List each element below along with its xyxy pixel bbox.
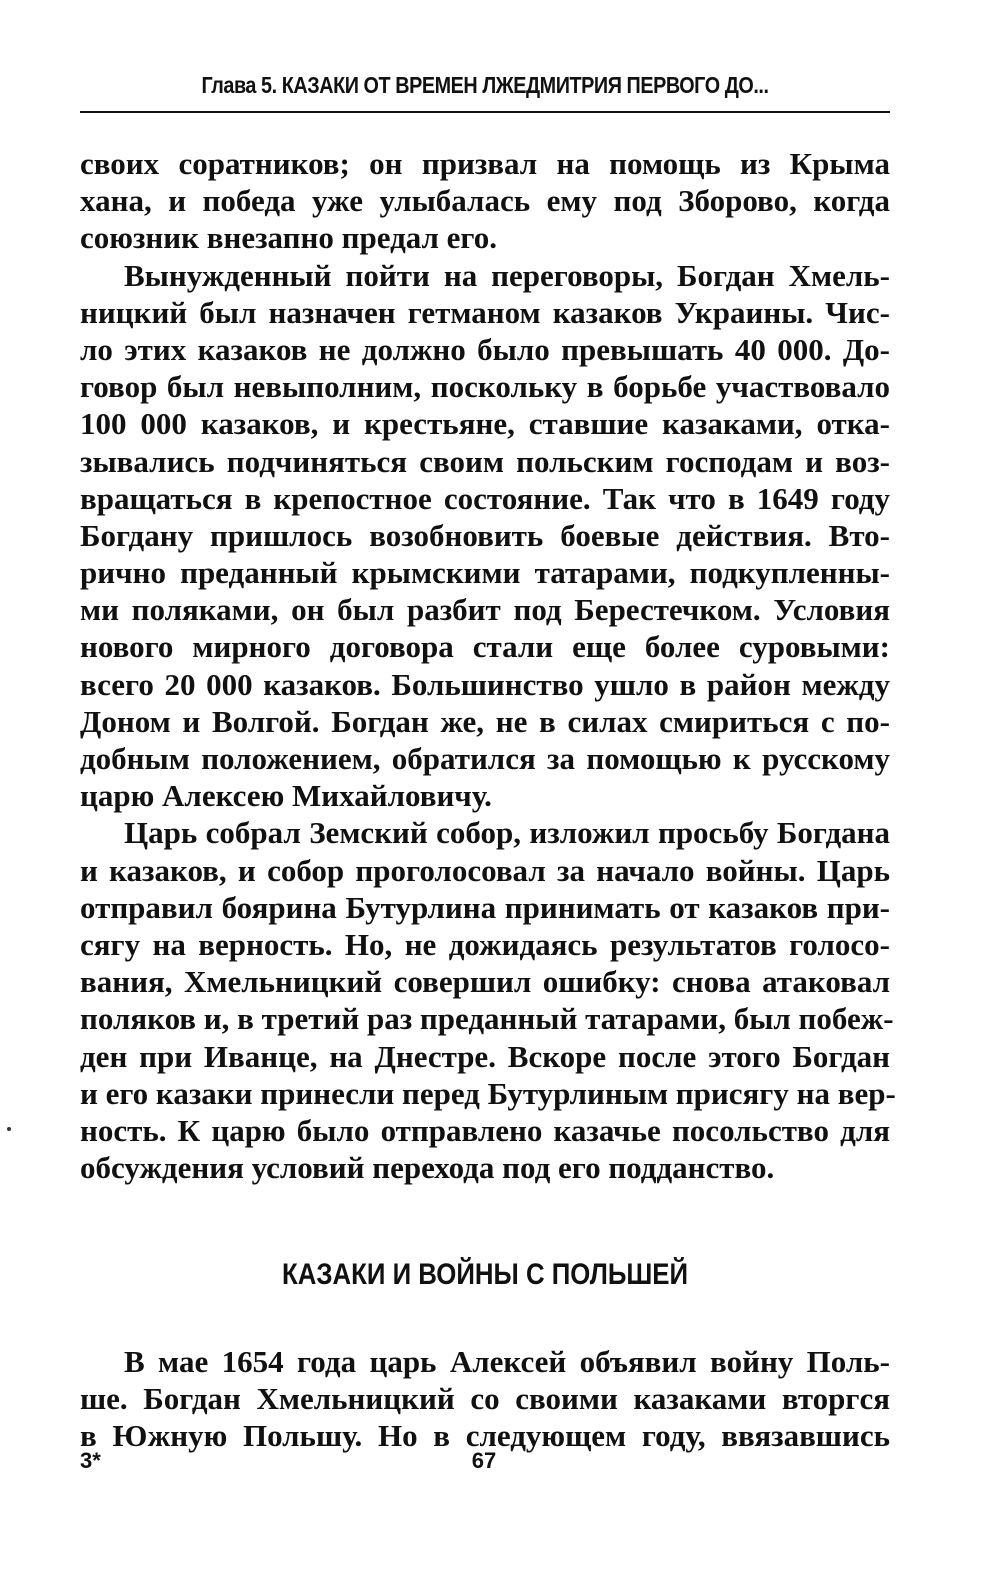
text-line: вращаться в крепостное состояние. Так что в 1649 году [80, 480, 890, 516]
text-line: царю Алексею Михайловичу. [80, 778, 492, 814]
header-divider [80, 111, 890, 113]
text-line: поляков и, в третий раз преданный татарами, был побеж- [80, 1001, 894, 1037]
text-line: вания, Хмельницкий совершил ошибку: снова атаковал [80, 964, 890, 1000]
text-line: обсуждения условий перехода под его подданство. [80, 1150, 775, 1186]
text-line: сягу на верность. Но, не дожидаясь результатов голосо- [80, 926, 890, 962]
paragraph-3 [80, 814, 896, 1186]
paragraph-2 [80, 257, 890, 815]
text-line: Царь собрал Земский собор, изложил просьбу Богдана [124, 815, 890, 851]
text-line: ло этих казаков не должно было превышать 40 000. До- [80, 331, 890, 367]
main-text [80, 145, 896, 1186]
text-line: говор был невыполним, поскольку в борьбе участвовало [80, 369, 890, 405]
text-line: хана, и победа уже улыбалась ему под Зборово, когда [80, 183, 890, 219]
text-line: добным положением, обратился за помощью к русскому [80, 741, 890, 776]
text-line: ми поляками, он был разбит под Берестечком. Условия [80, 592, 890, 628]
text-line: в Южную Польшу. Но в следующем году, ввязавшись [80, 1418, 890, 1454]
text-line: 100 000 казаков, и крестьяне, ставшие казаками, отка- [80, 406, 890, 442]
text-line: ницкий был назначен гетманом казаков Украины. Чис- [80, 294, 890, 330]
running-head-title: Глава 5. КАЗАКИ ОТ ВРЕМЕН ЛЖЕДМИТРИЯ ПЕРВОГО ДО... [201, 72, 769, 98]
text-line: ше. Богдан Хмельницкий со своими казаками вторгся [80, 1381, 890, 1417]
signature-mark: 3* [80, 1448, 101, 1473]
text-line: рично преданный крымскими татарами, подкупленны- [80, 555, 890, 591]
text-line: и казаков, и собор проголосовал за начало войны. Царь [80, 852, 890, 888]
text-line: Доном и Волгой. Богдан же, не в силах смириться с по- [80, 703, 890, 739]
text-line: нового мирного договора стали еще более суровыми: [80, 629, 890, 665]
text-line: зывались подчиняться своим польским господам и воз- [80, 443, 890, 479]
text-line: своих соратников; он призвал на помощь из Крыма [80, 146, 890, 181]
text-line: Богдану пришлось возобновить боевые действия. Вто- [80, 517, 890, 553]
text-line: всего 20 000 казаков. Большинство ушло в район между [80, 666, 890, 702]
section-text [80, 1343, 890, 1455]
text-line: отправил боярина Бутурлина принимать от казаков при- [80, 889, 890, 925]
scan-speck [7, 1127, 11, 1131]
text-line: Вынужденный пойти на переговоры, Богдан Хмель- [124, 257, 890, 293]
page-number: 67 [471, 1448, 497, 1473]
section-heading: КАЗАКИ И ВОЙНЫ С ПОЛЬШЕЙ [281, 1258, 689, 1291]
text-line: союзник внезапно предал его. [80, 220, 497, 256]
text-line: ден при Иванце, на Днестре. Вскоре после этого Богдан [80, 1038, 890, 1074]
text-line: ность. К царю было отправлено казачье посольство для [80, 1112, 890, 1148]
text-line: и его казаки принесли перед Бутурлиным присягу на вер- [80, 1075, 896, 1111]
text-line: В мае 1654 года царь Алексей объявил войну Поль- [124, 1344, 890, 1379]
paragraph-1 [80, 145, 890, 257]
